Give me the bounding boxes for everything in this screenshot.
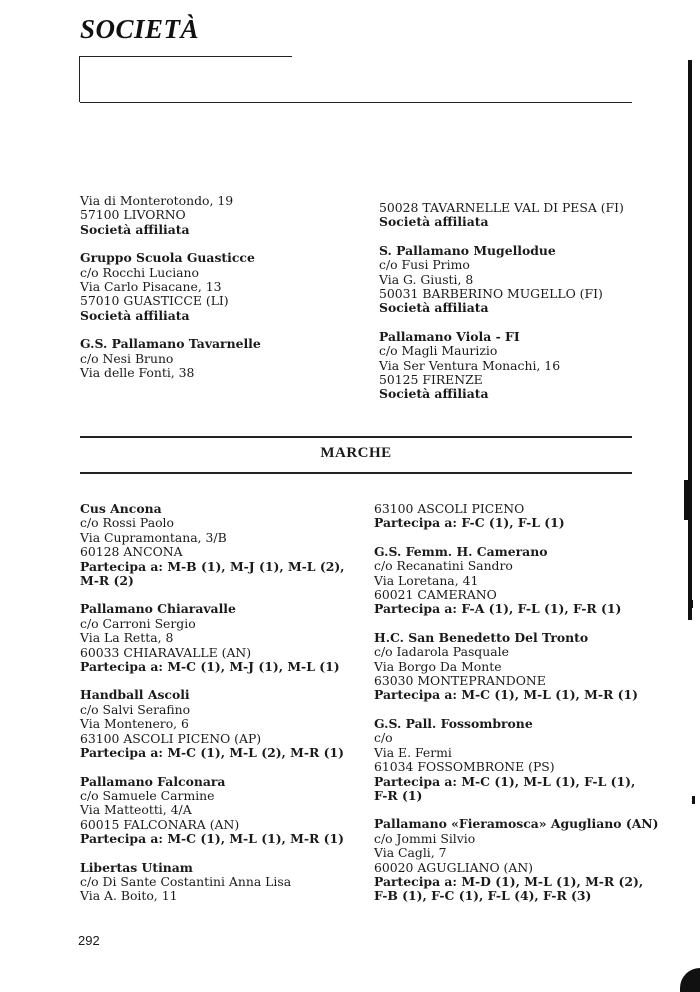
entry-line: 60015 FALCONARA (AN)	[80, 816, 240, 832]
entry-line: 57100 LIVORNO	[80, 207, 186, 223]
entry-line: c/o Recanatini Sandro	[374, 558, 513, 574]
directory-entry	[374, 631, 659, 703]
entry-bold-line: Società affiliata	[80, 307, 190, 323]
lower-left-column	[80, 502, 345, 904]
section-rule-top	[80, 436, 632, 438]
directory-entry	[80, 775, 345, 847]
directory-entry	[80, 194, 261, 237]
scan-edge-mark	[684, 480, 688, 520]
entry-line: 63100 ASCOLI PICENO	[374, 501, 525, 516]
entry-bold-line: Handball Ascoli	[80, 687, 190, 703]
entry-bold-line: G.S. Femm. H. Camerano	[374, 543, 548, 559]
entry-line: 60128 ANCONA	[80, 544, 183, 560]
entry-bold-line: G.S. Pallamano Tavarnelle	[80, 336, 261, 352]
entry-line: Via Matteotti, 4/A	[80, 802, 192, 818]
entry-line: Via Cupramontana, 3/B	[80, 529, 227, 545]
entry-line: 50125 FIRENZE	[379, 372, 483, 388]
entry-bold-line: Partecipa a: M-C (1), M-J (1), M-L (1)	[80, 659, 340, 675]
entry-line: 61034 FOSSOMBRONE (PS)	[374, 759, 555, 775]
entry-line: Via Loretana, 41	[374, 572, 479, 588]
directory-entry	[379, 330, 624, 402]
entry-bold-line: Società affiliata	[379, 386, 489, 402]
entry-line: c/o Fusi Primo	[379, 257, 470, 273]
entry-bold-line: Società affiliata	[80, 221, 190, 237]
entry-line: Via Cagli, 7	[374, 845, 447, 861]
entry-bold-line: M-R (2)	[80, 573, 134, 589]
directory-entry	[374, 717, 659, 803]
entry-line: c/o Carroni Sergio	[80, 615, 196, 631]
entry-line: Via di Monterotondo, 19	[80, 193, 234, 208]
directory-entry	[80, 502, 345, 588]
entry-bold-line: Pallamano Falconara	[80, 773, 226, 789]
page-title: SOCIETÀ	[80, 14, 200, 44]
entry-bold-line: Pallamano Chiaravalle	[80, 601, 236, 617]
directory-entry	[80, 602, 345, 674]
upper-left-column	[80, 194, 261, 380]
entry-bold-line: Pallamano Viola - FI	[379, 328, 520, 344]
entry-line: 50028 TAVARNELLE VAL DI PESA (FI)	[379, 200, 624, 215]
entry-line: Via La Retta, 8	[80, 630, 174, 646]
directory-entry	[379, 201, 624, 230]
scan-edge-corner	[680, 968, 700, 992]
entry-bold-line: Partecipa a: M-C (1), M-L (2), M-R (1)	[80, 745, 345, 761]
entry-bold-line: F-R (1)	[374, 787, 423, 803]
section-rule-bottom	[80, 472, 632, 474]
directory-entry	[374, 817, 659, 903]
entry-bold-line: Partecipa a: F-C (1), F-L (1)	[374, 515, 565, 531]
entry-bold-line: Partecipa a: M-D (1), M-L (1), M-R (2),	[374, 873, 644, 889]
section-title: MARCHE	[320, 445, 392, 461]
entry-bold-line: Partecipa a: M-B (1), M-J (1), M-L (2),	[80, 558, 345, 574]
directory-entry	[80, 251, 261, 323]
entry-bold-line: Gruppo Scuola Guasticce	[80, 250, 255, 266]
upper-right-column	[379, 201, 624, 402]
entry-bold-line: Partecipa a: M-C (1), M-L (1), F-L (1),	[374, 773, 636, 789]
entry-bold-line: F-B (1), F-C (1), F-L (4), F-R (3)	[374, 888, 592, 904]
entry-line: c/o Magli Maurizio	[379, 343, 498, 359]
page-number: 292	[78, 933, 100, 948]
entry-bold-line: Pallamano «Fieramosca» Agugliano (AN)	[374, 816, 659, 832]
entry-bold-line: Libertas Utinam	[80, 859, 193, 875]
entry-line: Via Borgo Da Monte	[374, 658, 502, 674]
entry-line: 60021 CAMERANO	[374, 587, 497, 603]
entry-bold-line: Partecipa a: M-C (1), M-L (1), M-R (1)	[374, 687, 639, 703]
entry-line: c/o Rossi Paolo	[80, 515, 174, 531]
frame-left-rule	[79, 56, 80, 102]
frame-bottom-rule	[80, 102, 632, 103]
entry-bold-line: H.C. San Benedetto Del Tronto	[374, 629, 589, 645]
directory-entry	[80, 861, 345, 904]
entry-line: c/o Samuele Carmine	[80, 787, 215, 803]
entry-bold-line: Società affiliata	[379, 300, 489, 316]
entry-line: Via E. Fermi	[374, 744, 452, 760]
entry-line: Via delle Fonti, 38	[80, 365, 195, 381]
frame-top-rule	[80, 56, 292, 57]
lower-right-column	[374, 502, 659, 904]
entry-line: c/o	[374, 730, 393, 746]
entry-line: 63100 ASCOLI PICENO (AP)	[80, 730, 262, 746]
entry-line: c/o Di Sante Costantini Anna Lisa	[80, 873, 292, 889]
entry-line: 50031 BARBERINO MUGELLO (FI)	[379, 286, 603, 302]
directory-entry	[379, 244, 624, 316]
entry-line: c/o Salvi Serafino	[80, 701, 191, 717]
directory-entry	[374, 502, 659, 531]
entry-line: c/o Rocchi Luciano	[80, 264, 199, 280]
entry-line: 57010 GUASTICCE (LI)	[80, 293, 229, 309]
entry-bold-line: Società affiliata	[379, 214, 489, 230]
entry-bold-line: S. Pallamano Mugellodue	[379, 242, 556, 258]
entry-bold-line: Partecipa a: M-C (1), M-L (1), M-R (1)	[80, 831, 345, 847]
entry-line: Via A. Boito, 11	[80, 888, 178, 904]
scan-edge-speck	[692, 796, 695, 804]
entry-line: c/o Jommi Silvio	[374, 830, 476, 846]
entry-bold-line: G.S. Pall. Fossombrone	[374, 715, 533, 731]
entry-line: Via G. Giusti, 8	[379, 271, 474, 287]
entry-bold-line: Cus Ancona	[80, 501, 162, 516]
scan-edge-line	[688, 60, 692, 620]
entry-line: 63030 MONTEPRANDONE	[374, 673, 546, 689]
entry-line: Via Montenero, 6	[80, 716, 189, 732]
entry-line: 60020 AGUGLIANO (AN)	[374, 859, 534, 875]
entry-line: c/o Iadarola Pasquale	[374, 644, 509, 660]
entry-line: Via Ser Ventura Monachi, 16	[379, 357, 561, 373]
entry-line: Via Carlo Pisacane, 13	[80, 279, 222, 295]
directory-entry	[80, 688, 345, 760]
directory-entry	[80, 337, 261, 380]
entry-bold-line: Partecipa a: F-A (1), F-L (1), F-R (1)	[374, 601, 622, 617]
directory-entry	[374, 545, 659, 617]
entry-line: 60033 CHIARAVALLE (AN)	[80, 644, 252, 660]
scan-edge-speck	[690, 600, 693, 608]
entry-line: c/o Nesi Bruno	[80, 350, 174, 366]
